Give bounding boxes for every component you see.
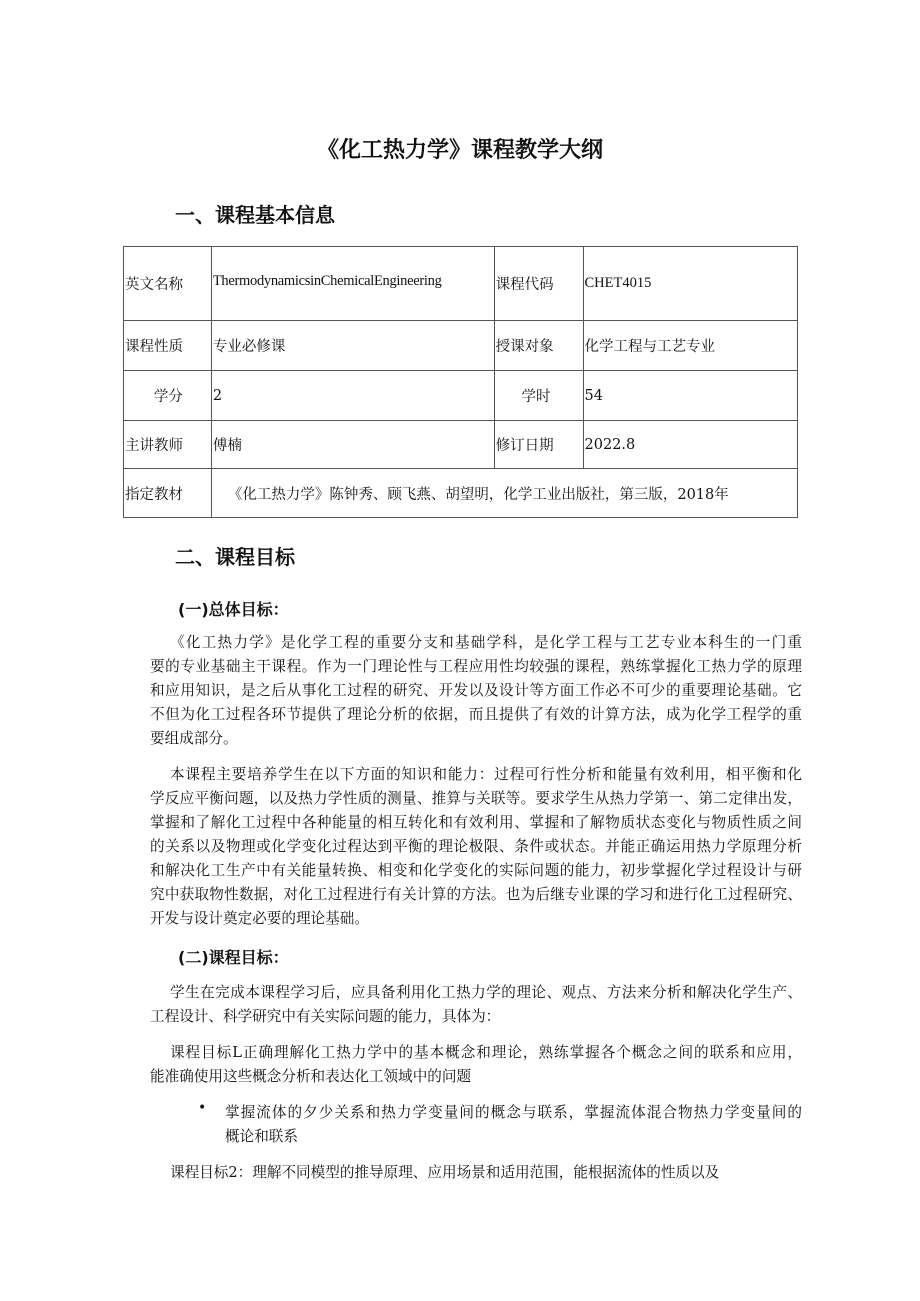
value-audience: 化学工程与工艺专业 bbox=[583, 321, 798, 371]
paragraph-line: 学反应平衡问题，以及热力学性质的测量、推算与关联等。要求学生从热力学第一、第二定律出发， bbox=[150, 790, 802, 807]
goal-2-line: 课程目标2：理解不同模型的推导原理、应用场景和适用范围，能根据流体的性质以及 bbox=[170, 1164, 720, 1181]
label-credits: 学分 bbox=[124, 371, 212, 421]
label-revised-date: 修订日期 bbox=[494, 421, 583, 469]
paragraph-line: 和解决化工生产中有关能量转换、相变和化学变化的实际问题的能力，初步掌握化学过程设计与研 bbox=[150, 862, 802, 879]
paragraph-line: 开发与设计奠定必要的理论基础。 bbox=[150, 910, 369, 927]
value-course-code: CHET4015 bbox=[583, 247, 798, 321]
value-teacher: 傅楠 bbox=[211, 421, 494, 469]
paragraph-line: 学生在完成本课程学习后，应具备利用化工热力学的理论、观点、方法来分析和解决化学生产、 bbox=[170, 984, 802, 1001]
goal-1-line: 课程目标L正确理解化工热力学中的基本概念和理论，熟练掌握各个概念之间的联系和应用， bbox=[170, 1044, 802, 1061]
goal-1-item-line: 概论和联系 bbox=[225, 1128, 298, 1145]
label-hours: 学时 bbox=[494, 371, 583, 421]
paragraph-line: 要的专业基础主干课程。作为一门理论性与工程应用性均较强的课程，熟练掌握化工热力学的原理 bbox=[150, 658, 802, 675]
label-audience: 授课对象 bbox=[494, 321, 583, 371]
paragraph-line: 的关系以及物理或化学变化过程达到平衡的理论极限、条件或状态。并能正确运用热力学原理分析 bbox=[150, 838, 802, 855]
section-heading-course-goals: 二、课程目标 bbox=[175, 545, 295, 569]
goal-1-line: 能准确使用这些概念分析和表达化工领域中的问题 bbox=[150, 1068, 472, 1085]
label-english-name: 英文名称 bbox=[124, 247, 212, 321]
value-english-name: ThermodynamicsinChemicalEngineering bbox=[211, 247, 494, 321]
paragraph-line: 不但为化工过程各环节提供了理论分析的依据，而且提供了有效的计算方法，成为化学工程学的重 bbox=[150, 706, 802, 723]
paragraph-line: 掌握和了解化工过程中各种能量的相互转化和有效利用、掌握和了解物质状态变化与物质性质之间 bbox=[150, 814, 802, 831]
label-textbook: 指定教材 bbox=[124, 469, 212, 518]
label-course-nature: 课程性质 bbox=[124, 321, 212, 371]
value-course-nature: 专业必修课 bbox=[211, 321, 494, 371]
course-info-table bbox=[123, 246, 798, 518]
page-title: 《化工热力学》课程教学大纲 bbox=[316, 138, 603, 163]
bullet-icon: • bbox=[198, 1100, 207, 1116]
value-hours: 54 bbox=[583, 371, 798, 421]
goal-1-item-line: 掌握流体的夕少关系和热力学变量间的概念与联系，掌握流体混合物热力学变量间的 bbox=[225, 1104, 802, 1121]
paragraph-line: 本课程主要培养学生在以下方面的知识和能力：过程可行性分析和能量有效利用，相平衡和化 bbox=[170, 766, 802, 783]
label-teacher: 主讲教师 bbox=[124, 421, 212, 469]
subheading-overall-goals: (一)总体目标： bbox=[178, 600, 289, 619]
paragraph-line: 究中获取物性数据，对化工过程进行有关计算的方法。也为后继专业课的学习和进行化工过程研究、 bbox=[150, 886, 802, 903]
paragraph-line: 和应用知识，是之后从事化工过程的研究、开发以及设计等方面工作必不可少的重要理论基础。它 bbox=[150, 682, 802, 699]
value-credits: 2 bbox=[211, 371, 494, 421]
label-course-code: 课程代码 bbox=[494, 247, 583, 321]
paragraph-line: 要组成部分。 bbox=[150, 730, 238, 747]
value-revised-date: 2022.8 bbox=[583, 421, 798, 469]
section-heading-basic-info: 一、课程基本信息 bbox=[175, 203, 335, 227]
paragraph-line: 《化工热力学》是化学工程的重要分支和基础学科，是化学工程与工艺专业本科生的一门重 bbox=[170, 634, 802, 651]
subheading-course-goals: (二)课程目标： bbox=[178, 948, 289, 967]
value-textbook: 《化工热力学》陈钟秀、顾飞燕、胡望明，化学工业出版社，第三版，2018年 bbox=[211, 469, 797, 518]
paragraph-line: 工程设计、科学研究中有关实际问题的能力，具体为： bbox=[150, 1008, 501, 1025]
